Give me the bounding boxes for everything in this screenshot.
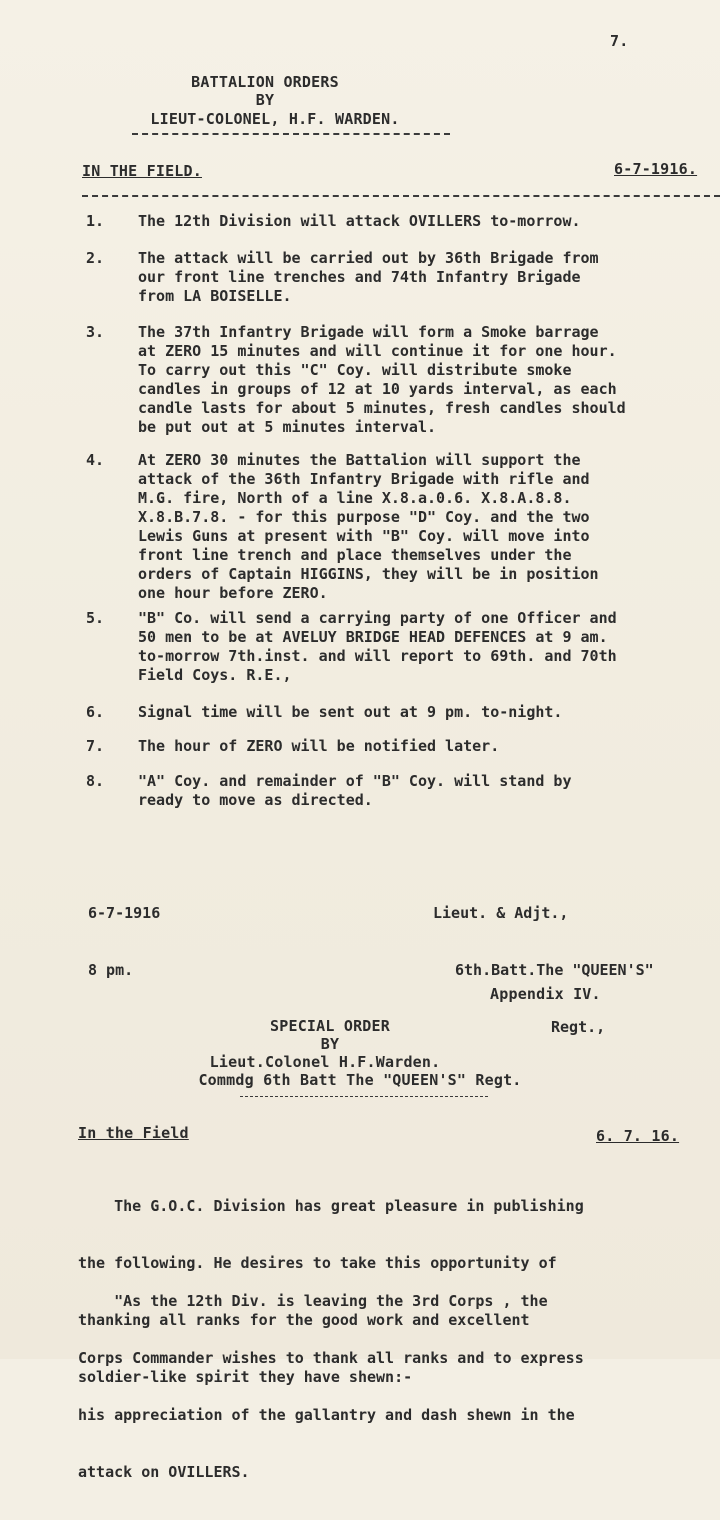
- location-label: IN THE FIELD.: [82, 162, 202, 180]
- order-item-text: [138, 323, 626, 437]
- special-order-commander: Lieut.Colonel H.F.Warden.: [209, 1053, 441, 1071]
- order-item-number: 6.: [86, 703, 105, 721]
- order-item-line: front line trench and place themselves under the: [138, 546, 572, 564]
- order-item-line: "A" Coy. and remainder of "B" Coy. will stand by: [138, 772, 572, 790]
- signature-line-2: 6th.Batt.The "QUEEN'S": [455, 961, 654, 979]
- special-order-command: Commdg 6th Batt The "QUEEN'S" Regt.: [198, 1071, 522, 1089]
- order-item-number: 2.: [86, 249, 105, 267]
- signature-line-3: Regt.,: [551, 1018, 606, 1036]
- order-item-line: 50 men to be at AVELUY BRIDGE HEAD DEFENCES at 9 am.: [138, 628, 608, 646]
- order-item-line: M.G. fire, North of a line X.8.a.0.6. X.8.A.8.8.: [138, 489, 572, 507]
- special-location: In the Field: [78, 1124, 189, 1142]
- order-item-line: ready to move as directed.: [138, 791, 373, 809]
- order-item-number: 8.: [86, 772, 105, 790]
- order-item-number: 7.: [86, 737, 105, 755]
- order-item-text: [138, 772, 571, 810]
- special-date: 6. 7. 16.: [596, 1127, 680, 1145]
- order-item-text: [138, 737, 499, 756]
- special-p2-line: "As the 12th Div. is leaving the 3rd Corps , the: [78, 1292, 548, 1310]
- order-item-line: candles in groups of 12 at 10 yards interval, as each: [138, 380, 617, 398]
- order-item-line: candle lasts for about 5 minutes, fresh candles should: [138, 399, 626, 417]
- order-item-number: 1.: [86, 212, 105, 230]
- order-item-line: The 12th Division will attack OVILLERS to-morrow.: [138, 212, 581, 230]
- order-item-text: [138, 451, 599, 603]
- orders-commander: LIEUT-COLONEL, H.F. WARDEN.: [150, 110, 400, 128]
- order-item-text: [138, 249, 599, 306]
- order-item-line: Field Coys. R.E.,: [138, 666, 292, 684]
- order-item-line: orders of Captain HIGGINS, they will be in position: [138, 565, 599, 583]
- header-rule: [132, 133, 450, 135]
- order-item-line: attack of the 36th Infantry Brigade with rifle and: [138, 470, 590, 488]
- signature-line-1: Lieut. & Adjt.,: [433, 904, 569, 922]
- order-item-text: [138, 212, 581, 231]
- special-p2-line: attack on OVILLERS.: [78, 1463, 250, 1481]
- order-date: 6-7-1916.: [614, 160, 698, 178]
- section-rule: [82, 195, 720, 197]
- orders-by: BY: [255, 91, 275, 109]
- order-item-line: be put out at 5 minutes interval.: [138, 418, 437, 436]
- order-item-line: The attack will be carried out by 36th Brigade from: [138, 249, 599, 267]
- special-p1-line: The G.O.C. Division has great pleasure in publishing: [78, 1197, 584, 1215]
- order-item-line: "B" Co. will send a carrying party of one Officer and: [138, 609, 617, 627]
- special-p1-line: the following. He desires to take this opportunity of: [78, 1254, 557, 1272]
- order-item-line: at ZERO 15 minutes and will continue it for one hour.: [138, 342, 617, 360]
- order-item-line: to-morrow 7th.inst. and will report to 69th. and 70th: [138, 647, 617, 665]
- order-item-line: X.8.B.7.8. - for this purpose "D" Coy. and the two: [138, 508, 590, 526]
- order-item-text: [138, 609, 617, 685]
- order-item-line: The hour of ZERO will be notified later.: [138, 737, 500, 755]
- order-item-line: To carry out this "C" Coy. will distribute smoke: [138, 361, 572, 379]
- special-p2-line: his appreciation of the gallantry and dash shewn in the: [78, 1406, 575, 1424]
- footer-date-time: [88, 866, 160, 1018]
- special-p1-line: soldier-like spirit they have shewn:-: [78, 1368, 413, 1386]
- order-item-line: from LA BOISELLE.: [138, 287, 292, 305]
- order-item-line: The 37th Infantry Brigade will form a Smoke barrage: [138, 323, 599, 341]
- order-item-number: 3.: [86, 323, 105, 341]
- orders-title: BATTALION ORDERS: [191, 73, 339, 91]
- special-order-title: SPECIAL ORDER: [270, 1017, 390, 1035]
- special-order-by: BY: [320, 1035, 340, 1053]
- order-item-line: our front line trenches and 74th Infantry Brigade: [138, 268, 581, 286]
- appendix-label: Appendix IV.: [490, 985, 601, 1003]
- order-item-line: one hour before ZERO.: [138, 584, 328, 602]
- order-item-line: At ZERO 30 minutes the Battalion will support the: [138, 451, 581, 469]
- order-item-text: [138, 703, 562, 722]
- footer-time: 8 pm.: [88, 961, 134, 979]
- order-item-line: Signal time will be sent out at 9 pm. to-night.: [138, 703, 563, 721]
- page-number: 7.: [610, 32, 629, 50]
- footer-date: 6-7-1916: [88, 904, 161, 922]
- order-item-number: 4.: [86, 451, 105, 469]
- special-p2-line: Corps Commander wishes to thank all ranks and to express: [78, 1349, 584, 1367]
- order-item-line: Lewis Guns at present with "B" Coy. will move into: [138, 527, 590, 545]
- order-item-number: 5.: [86, 609, 105, 627]
- special-p1-line: thanking all ranks for the good work and excellent: [78, 1311, 530, 1329]
- special-order-rule: [240, 1096, 488, 1097]
- signature-block: [433, 866, 654, 1075]
- special-paragraph-2: [78, 1254, 584, 1520]
